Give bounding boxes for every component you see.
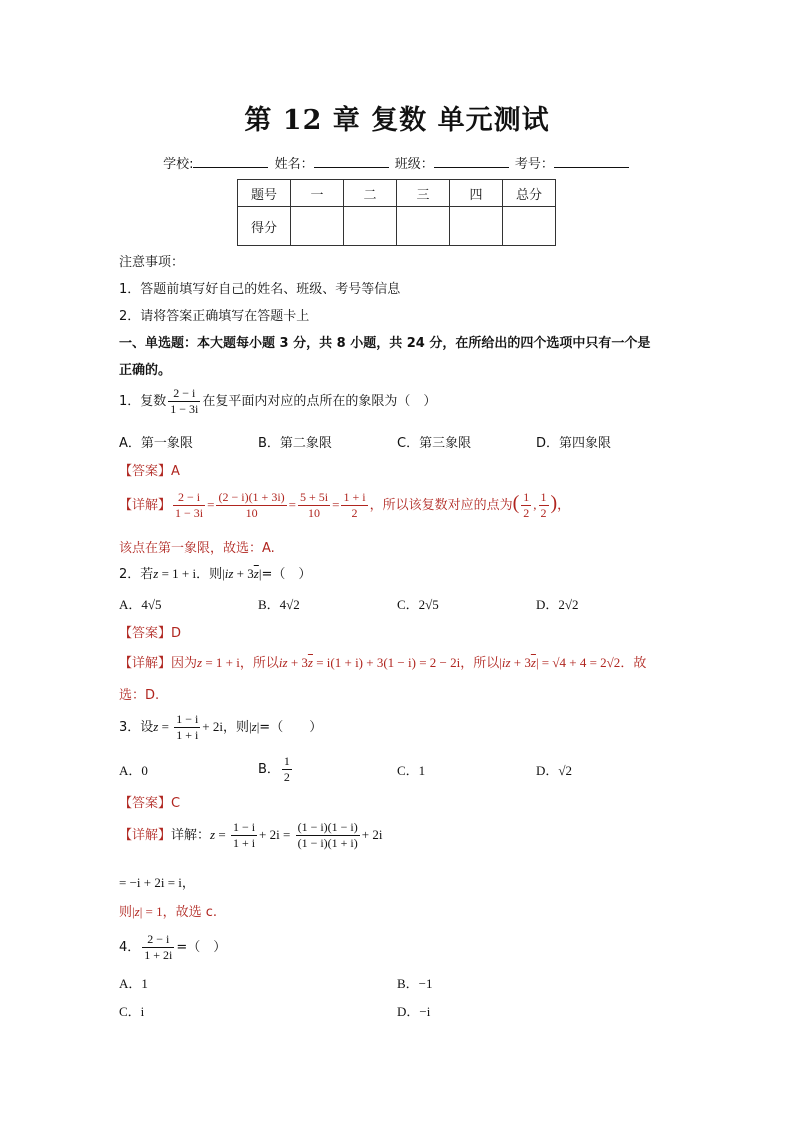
q1-detail: 【详解】 $\frac{2 - i}{1 - 3i}$ = $\frac{(2 - i)(1 + 3i)}{10}$ = $\frac{5 + 5i}{10}$ = $\frac{1 + i}{2}$ ，所以该复数对应的点为( $\frac{1}{2}$ , $\frac{1}{2}$ )， <box>119 490 571 520</box>
answer-value: A <box>171 464 180 479</box>
question-1-text: 在复平面内对应的点所在的象限为（ ） <box>202 394 437 409</box>
detail-text: ．故 <box>620 656 647 671</box>
q1-detail-end: 该点在第一象限，故选：A. <box>119 541 275 556</box>
question-2: 2．若z = 1 + i．则$|iz + 3\overline{z}|=$（ ） <box>119 566 312 582</box>
class-blank[interactable] <box>434 155 509 168</box>
q3-option-b[interactable] <box>258 754 294 785</box>
detail-text: ，故选 c. <box>162 905 218 920</box>
question-3: 3．设z = $\frac{1 - i}{1 + i}$ + 2i，则|z|=（ ） <box>119 712 323 742</box>
score-cell[interactable] <box>344 207 397 246</box>
score-cell[interactable] <box>503 207 556 246</box>
fraction: $\frac{1}{2}$ <box>523 490 530 520</box>
q2-answer <box>119 622 181 641</box>
notes-heading: 注意事项： <box>119 255 185 270</box>
q4-option-c[interactable]: C．i <box>119 1004 145 1019</box>
question-4-text: =（ ） <box>176 940 227 955</box>
fraction: $\frac{1}{2}$ <box>283 754 290 784</box>
fraction: $\frac{2 - i}{1 - 3i}$ <box>170 386 199 416</box>
fraction: $\frac{5 + 5i}{10}$ <box>300 490 329 520</box>
exam-number-blank[interactable] <box>554 155 629 168</box>
detail-text: 则 <box>119 905 133 920</box>
detail-tag: 【详解】 <box>119 498 172 513</box>
exam-number-label: 考号： <box>514 157 554 172</box>
answer-tag: 【答案】 <box>119 626 172 641</box>
q3-detail: 【详解】详解：z = $\frac{1 - i}{1 + i}$ + 2i = $\frac{(1 - i)(1 - i)}{(1 - i)(1 + i)}$ + 2i <box>119 820 383 850</box>
school-label: 学校: <box>163 157 194 172</box>
detail-text: ，所以 <box>460 656 500 671</box>
q1-option-d[interactable]: D．第四象限 <box>536 436 612 451</box>
school-blank[interactable] <box>193 155 268 168</box>
note-item: 1．答题前填写好自己的姓名、班级、考号等信息 <box>119 282 401 297</box>
q3-option-a[interactable]: A．0 <box>119 763 148 778</box>
score-header: 一 <box>291 180 344 207</box>
note-item: 2．请将答案正确填写在答题卡上 <box>119 309 310 324</box>
question-1 <box>119 386 436 417</box>
q3-answer <box>119 792 180 811</box>
score-cell[interactable] <box>450 207 503 246</box>
q1-option-a[interactable]: A．第一象限 <box>119 436 193 451</box>
q3-detail-end: 则|z| = 1，故选 c. <box>119 904 218 920</box>
q2-detail: 【详解】因为z = 1 + i，所以iz + $3\overline{z} = i(1 + i) + 3(1 - i) = 2 - 2i$，所以$|iz + 3\overline{z}| = √4 + 4 = 2√2$．故 <box>119 655 647 671</box>
question-2-text: ．则 <box>196 567 223 582</box>
fraction: $\frac{1 - i}{1 + i}$ <box>176 712 199 742</box>
question-1-prefix: 1．复数 <box>119 394 167 409</box>
fraction: $\frac{(2 - i)(1 + 3i)}{10}$ <box>218 490 285 520</box>
detail-tag: 【详解】 <box>119 828 172 843</box>
question-3-prefix: 3．设 <box>119 720 154 735</box>
q1-answer <box>119 460 180 479</box>
q1-option-b[interactable]: B．第二象限 <box>258 436 332 451</box>
q3-option-c[interactable]: C．1 <box>397 763 426 778</box>
q2-option-c[interactable]: C．2√5 <box>397 597 439 612</box>
answer-tag: 【答案】 <box>119 464 172 479</box>
question-3-tail: =（ ） <box>259 720 323 735</box>
score-cell[interactable] <box>397 207 450 246</box>
name-label: 姓名： <box>274 157 314 172</box>
score-row-label: 得分 <box>238 207 291 246</box>
fraction: $\frac{1 - i}{1 + i}$ <box>232 820 256 850</box>
detail-tag: 【详解】 <box>119 656 172 671</box>
fraction: $\frac{1 + i}{2}$ <box>343 490 366 520</box>
question-2-prefix: 2．若 <box>119 567 154 582</box>
question-4 <box>119 932 226 963</box>
score-cell[interactable] <box>291 207 344 246</box>
detail-text: ，所以该复数对应的点为 <box>369 498 513 513</box>
detail-text: ，所以 <box>239 656 279 671</box>
page-title: 第 12 章 复数 单元测试 <box>244 105 550 136</box>
q4-option-b[interactable]: B．−1 <box>397 976 433 991</box>
score-table <box>237 179 556 246</box>
question-3-text: ，则 <box>223 720 250 735</box>
q4-option-a[interactable]: A．1 <box>119 976 148 991</box>
fraction: $\frac{(1 - i)(1 - i)}{(1 - i)(1 + i)}$ <box>297 820 358 850</box>
answer-value: D <box>171 626 182 641</box>
fraction: $\frac{2 - i}{1 + 2i}$ <box>144 932 173 962</box>
fraction: $\frac{1}{2}$ <box>540 490 547 520</box>
q2-option-d[interactable]: D．2√2 <box>536 597 579 612</box>
fraction: $\frac{2 - i}{1 - 3i}$ <box>175 490 204 520</box>
q3-step: = −i + 2i = i， <box>119 875 195 890</box>
detail-text: 因为 <box>171 656 198 671</box>
answer-tag: 【答案】 <box>119 796 172 811</box>
class-label: 班级： <box>394 157 434 172</box>
q2-detail-end: 选：D. <box>119 688 160 703</box>
score-header: 二 <box>344 180 397 207</box>
score-header: 三 <box>397 180 450 207</box>
detail-text: 详解： <box>171 828 211 843</box>
q2-option-b[interactable]: B．4√2 <box>258 597 300 612</box>
option-label: B． <box>258 762 280 777</box>
score-header: 总分 <box>503 180 556 207</box>
answer-value: C <box>171 796 181 811</box>
q4-option-d[interactable]: D．−i <box>397 1004 431 1019</box>
section-heading: 一、单选题：本大题每小题 3 分，共 8 小题，共 24 分，在所给出的四个选项中只有一个是 <box>119 336 651 351</box>
question-4-prefix: 4． <box>119 940 141 955</box>
section-heading-cont: 正确的。 <box>119 363 172 378</box>
q2-option-a[interactable]: A．4√5 <box>119 597 162 612</box>
name-blank[interactable] <box>314 155 389 168</box>
q3-option-d[interactable]: D．√2 <box>536 763 573 778</box>
student-info-line <box>0 153 794 172</box>
question-2-tail: =（ ） <box>261 567 312 582</box>
q1-option-c[interactable]: C．第三象限 <box>397 436 472 451</box>
score-header: 题号 <box>238 180 291 207</box>
score-header: 四 <box>450 180 503 207</box>
